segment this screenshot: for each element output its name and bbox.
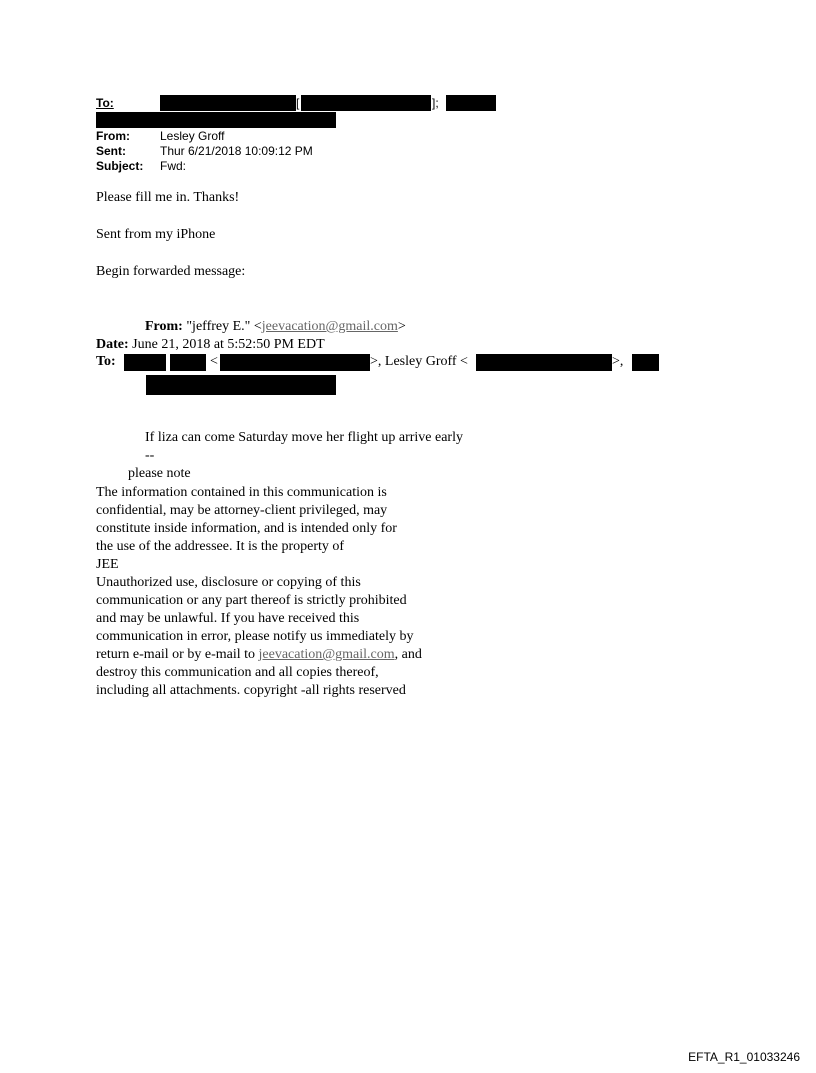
body-line: Please fill me in. Thanks! [96,190,240,205]
redaction-bar [160,95,296,111]
disclaimer-line: the use of the addressee. It is the property of [96,539,345,554]
forwarded-date-line [96,337,325,353]
disclaimer-email-link[interactable]: jeevacation@gmail.com [258,647,395,662]
sent-label: Sent: [96,144,126,158]
forwarded-to-mid: >, Lesley Groff < [370,354,468,369]
disclaimer-line: destroy this communication and all copies thereof, [96,665,379,680]
redaction-bar [476,354,612,371]
disclaimer-pre: return e-mail or by e-mail to [96,647,259,662]
disclaimer-line: and may be unlawful. If you have received this [96,611,360,626]
redaction-bar [146,375,336,395]
forwarded-to-end: >, [612,354,624,369]
disclaimer-line: JEE [96,557,119,572]
subject-value: Fwd: [160,159,187,173]
signature-note: please note [128,466,191,481]
disclaimer-post: , and [394,647,422,662]
sent-value: Thur 6/21/2018 10:09:12 PM [160,144,313,158]
disclaimer-line: including all attachments. copyright -all rights reserved [96,683,406,698]
document-id: EFTA_R1_01033246 [688,1050,800,1064]
from-value: Lesley Groff [160,129,225,143]
redaction-bar [220,354,370,371]
forwarded-to-label: To: [96,354,116,369]
redaction-bar [170,354,206,371]
redaction-bar [446,95,496,111]
redaction-bar [301,95,431,111]
redaction-bar [632,354,659,371]
forwarded-from-name: "jeffrey E." < [186,319,262,334]
disclaimer-line: communication or any part thereof is strictly prohibited [96,593,407,608]
redaction-bar [124,354,166,371]
disclaimer-line: Unauthorized use, disclosure or copying of this [96,575,361,590]
forwarded-message: If liza can come Saturday move her flight up arrive early [145,430,463,445]
disclaimer-line-email [96,647,422,663]
forwarded-to-label-wrap [96,354,116,370]
forwarded-to-lt: < [210,354,218,369]
disclaimer-line: communication in error, please notify us immediately by [96,629,414,644]
to-bracket-open: [ [296,96,300,110]
body-line: Sent from my iPhone [96,227,216,242]
disclaimer-line: confidential, may be attorney-client privileged, may [96,503,388,518]
forwarded-date-label: Date: [96,337,129,352]
forwarded-from-label: From: [145,319,183,334]
forwarded-from-email-link[interactable]: jeevacation@gmail.com [261,319,398,334]
disclaimer-line: constitute inside information, and is intended only for [96,521,397,536]
body-line: Begin forwarded message: [96,264,246,279]
redaction-bar [96,112,336,128]
subject-label: Subject: [96,159,144,173]
forwarded-from-line [145,319,406,335]
forwarded-from-close: > [397,319,406,334]
from-label: From: [96,129,130,143]
signature-dash: -- [145,448,155,463]
to-bracket-close: ]; [432,96,439,110]
disclaimer-line: The information contained in this communication is [96,485,387,500]
forwarded-date-value: June 21, 2018 at 5:52:50 PM EDT [132,337,325,352]
to-label: To: [96,96,114,110]
